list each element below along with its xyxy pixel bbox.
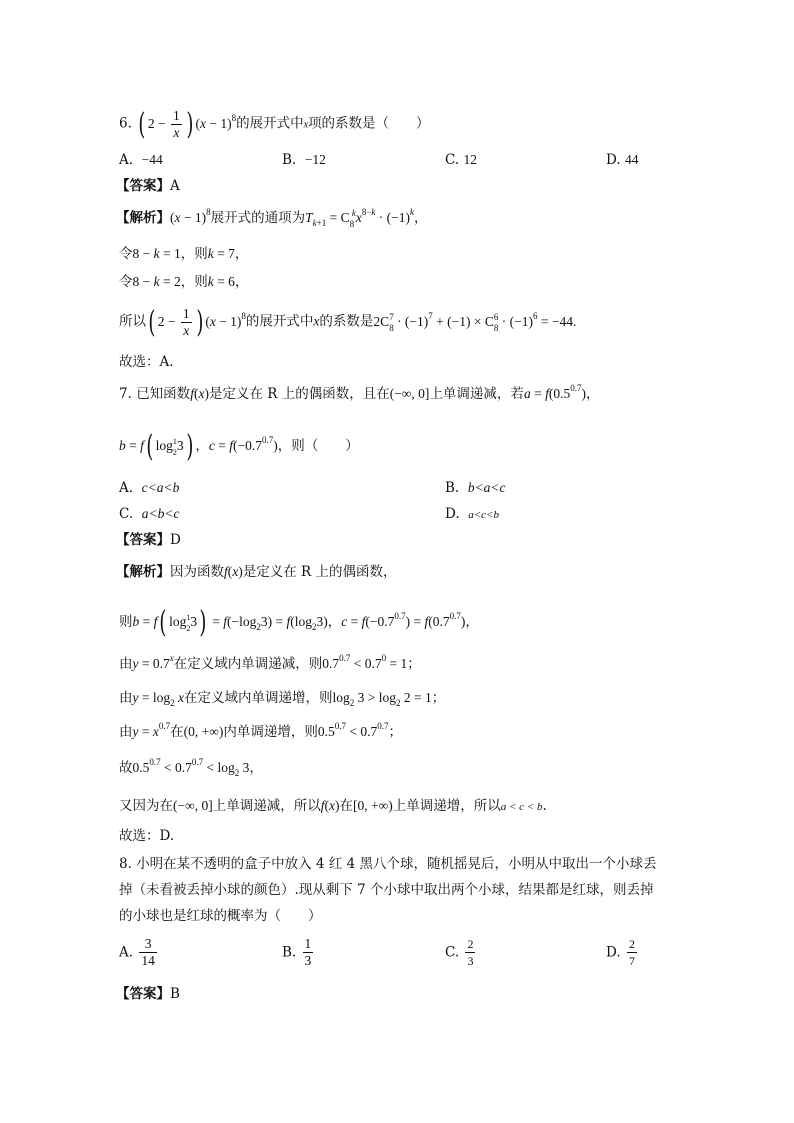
q6-option-c: C. 12 [445,152,477,168]
q8-stem-2: 掉（未看被丢掉小球的颜色）.现从剩下 7 个小球中取出两个小球，结果都是红球，则丢掉 [119,882,654,898]
q6-answer: 【答案】A [116,178,180,194]
q6-conclusion: 所以( 2 − $\frac{1}{x}$ ) $(x - 1)^8$的展开式中x的系数是2C7 $8 \cdot (-1)^7 + (-1) \times C6$ $8 \cdot (-1)^6 = -44$. [119,304,577,340]
q8-option-a: A. $\frac{3}{14}$ [119,936,155,968]
q6-step-2: 令8 − k = 2，则k = 6， [119,274,249,290]
q6-step-1: 令8 − k = 1，则k = 7， [119,246,249,262]
q7-stem-1: 7. 已知函数f(x)是定义在 R 上的偶函数，且在(−∞, 0]上单调递减，若$a = f(0.5^{0.7})$， [119,383,600,402]
q6-expression: ( 2 − $\frac{1}{x}$ ) $(x - 1)^8$ [138,106,237,142]
q7-stem-2: b = f( log1 23) ，$c = f(-0.7^{0.7})$，则（ ） [119,429,359,464]
q6-choose: 故选：A. [119,354,174,370]
q8-option-d: D. $\frac{2}{7}$ [606,937,635,968]
q7-option-b: B. b<a<c [445,480,506,496]
q6-number: 6. [119,115,132,132]
q7-analysis-3: 由$y = 0.7^x$在定义域内单调递减，则$0.7^{0.7} < 0.7^0 = 1$； [119,653,421,672]
q7-analysis-4: 由$y = \log_2 x$在定义域内单调递增，则$\log_2 3 > \log_2 2 = 1$； [119,690,446,708]
q6-stem: 6. ( 2 − $\frac{1}{x}$ ) $(x - 1)^8$的展开式中x项的系数是（ ） [119,106,430,142]
q6-option-b: B. −12 [282,152,326,168]
q7-choose: 故选：D. [119,828,175,844]
q7-analysis-1: 【解析】因为函数f(x)是定义在 R 上的偶函数， [116,564,397,580]
q7-analysis-7: 又因为在(−∞, 0]上单调递减，所以f(x)在[0, +∞)上单调递增，所以a < c < b. [119,798,547,814]
q7-option-c: C. a<b<c [119,506,180,522]
q6-option-d: D. 44 [606,152,639,168]
q7-analysis-2: 则b = f( log1 $23) = f(-\log_23) = f(\log_23)$，$c = f(-0.7^{0.7}) = f(0.7^{0.7})$， [119,605,479,640]
q7-analysis-5: 由$y = x^{0.7}$在(0, +∞)内单调递增，则$0.5^{0.7} < 0.7^{0.7}$； [119,721,402,740]
q7-option-a: A. c<a<b [119,480,180,496]
q8-option-c: C. $\frac{2}{3}$ [445,937,474,968]
q8-option-b: B. $\frac{1}{3}$ [282,936,312,968]
q6-analysis-1: 【解析】$(x - 1)^8$展开式的通项为$T_{k+1} = C$ k 8 $x^{8-k} \cdot (-1)^k$， [116,207,428,229]
q8-stem-1: 8. 小明在某不透明的盒子中放入 4 红 4 黑八个球，随机摇晃后，小明从中取出一个小球丢 [119,856,657,872]
q7-analysis-6: 故$0.5^{0.7} < 0.7^{0.7} < \log_2 3$， [119,757,263,778]
q6-option-a: A. −44 [119,152,163,168]
q7-option-d: D. a<c<b [445,506,499,522]
q7-answer: 【答案】D [116,532,181,548]
q8-answer: 【答案】B [116,986,180,1002]
q8-stem-3: 的小球也是红球的概率为（ ） [119,908,322,924]
